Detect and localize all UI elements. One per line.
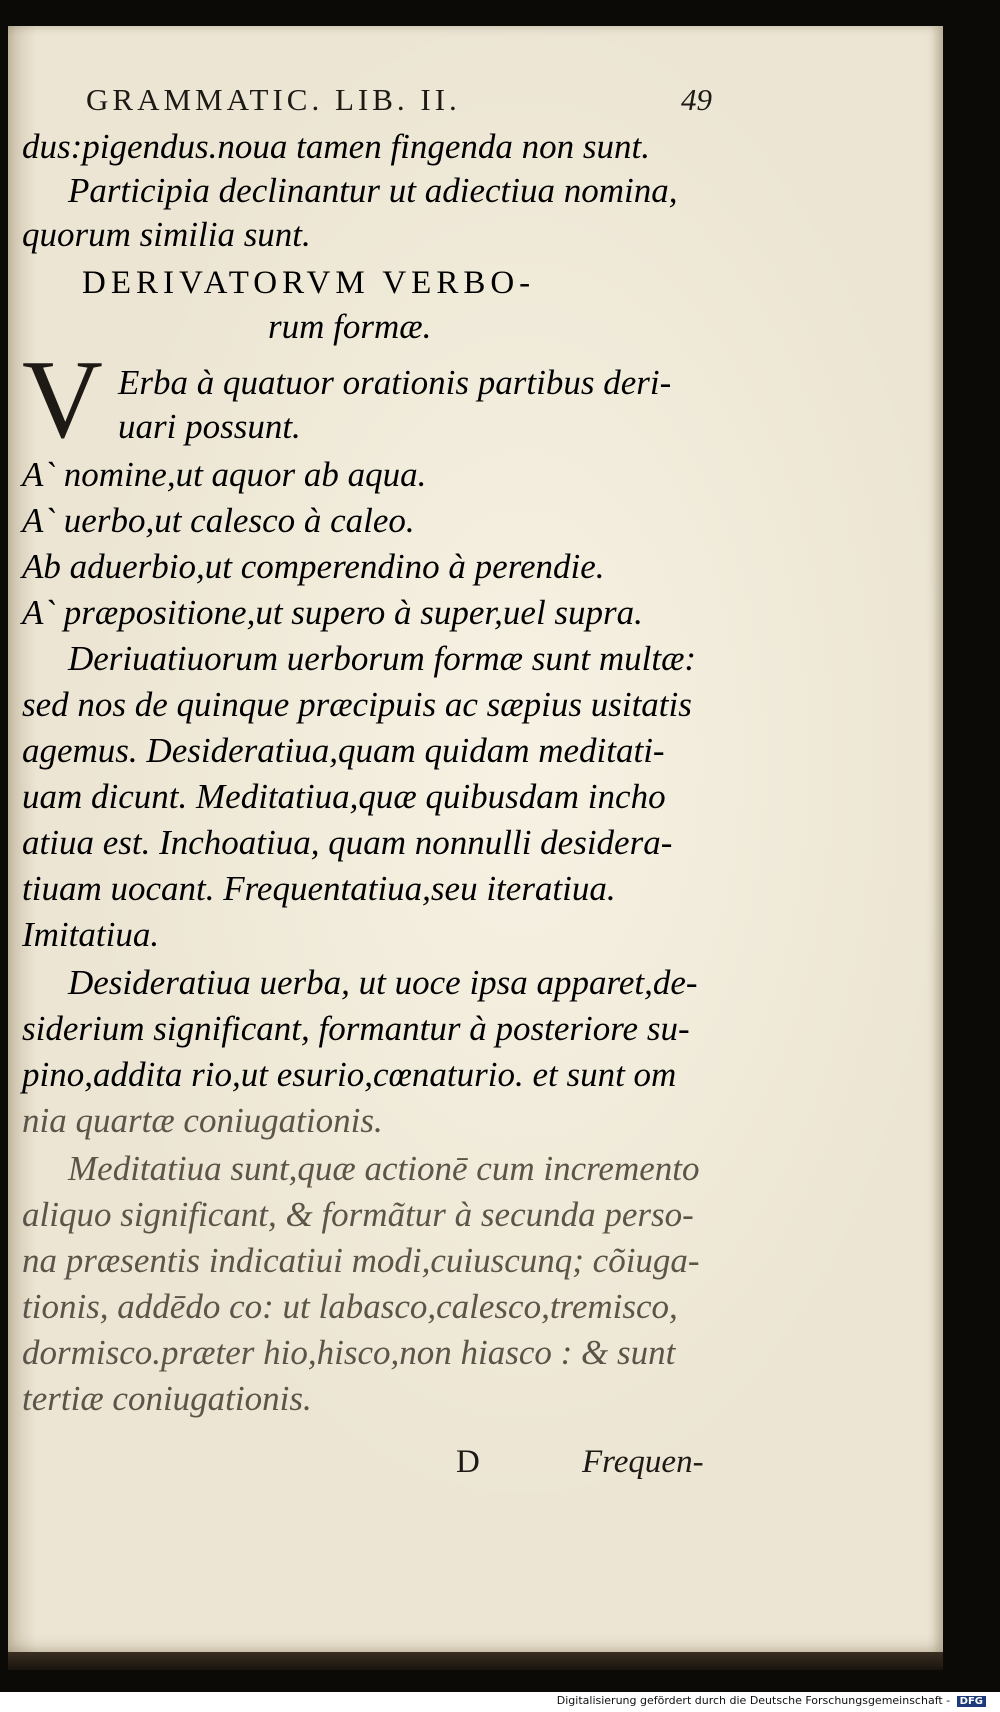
running-head-title: GRAMMATIC. LIB. II. — [86, 82, 461, 117]
attribution-label: Digitalisierung gefördert durch die Deutsche Forschungsgemeinschaft - — [556, 1694, 951, 1707]
page-number: 49 — [681, 82, 712, 117]
text-line: uari possunt. — [118, 407, 301, 446]
text-line: na præsentis indicatiui modi,cuiuscunq; cõiuga- — [22, 1241, 700, 1280]
text-line: Participia declinantur ut adiectiua nomina, — [68, 171, 678, 210]
dfg-logo: DFG — [957, 1696, 986, 1707]
text-line: nia quartæ coniugationis. — [22, 1101, 383, 1140]
text-line: Imitatiua. — [22, 915, 160, 954]
text-line: aliquo significant, & formãtur à secunda perso- — [22, 1195, 694, 1234]
text-line: Erba à quatuor orationis partibus deri- — [118, 363, 672, 402]
page-bottom-edge — [8, 1652, 943, 1670]
text-line: A` præpositione,ut supero à super,uel supra. — [22, 593, 643, 632]
text-line: dus:pigendus.noua tamen fingenda non sunt. — [22, 127, 651, 166]
text-line: Meditatiua sunt,quæ actionē cum incremento — [68, 1149, 700, 1188]
section-heading-continued: rum formæ. — [268, 307, 432, 346]
text-line: dormisco.præter hio,hisco,non hiasco : & sunt — [22, 1333, 676, 1372]
signature-mark: D — [456, 1444, 480, 1480]
text-line: agemus. Desideratiua,quam quidam meditati- — [22, 731, 665, 770]
text-line: tionis, addēdo co: ut labasco,calesco,tremisco, — [22, 1287, 678, 1326]
text-line: Ab aduerbio,ut comperendino à perendie. — [22, 547, 605, 586]
text-line: A` uerbo,ut calesco à caleo. — [22, 501, 415, 540]
text-line: atiua est. Inchoatiua, quam nonnulli desidera- — [22, 823, 673, 862]
attribution-text — [557, 1694, 986, 1707]
text-line: pino,addita rio,ut esurio,cœnaturio. et sunt om — [22, 1055, 677, 1094]
running-head — [86, 82, 720, 122]
catchword: Frequen- — [582, 1444, 704, 1480]
text-line: siderium significant, formantur à posteriore su- — [22, 1009, 690, 1048]
text-line: A` nomine,ut aquor ab aqua. — [22, 455, 427, 494]
text-line: Desideratiua uerba, ut uoce ipsa apparet,de- — [68, 963, 698, 1002]
text-line: Deriuatiuorum uerborum formæ sunt multæ: — [68, 639, 697, 678]
text-line: uam dicunt. Meditatiua,quæ quibusdam incho — [22, 777, 666, 816]
text-line: tertiæ coniugationis. — [22, 1379, 312, 1418]
text-line: quorum similia sunt. — [22, 215, 311, 254]
text-line: sed nos de quinque præcipuis ac sæpius usitatis — [22, 685, 692, 724]
section-heading: DERIVATORVM VERBO- — [82, 265, 536, 301]
text-line: tiuam uocant. Frequentatiua,seu iteratiua. — [22, 869, 616, 908]
drop-capital: V — [22, 338, 103, 462]
